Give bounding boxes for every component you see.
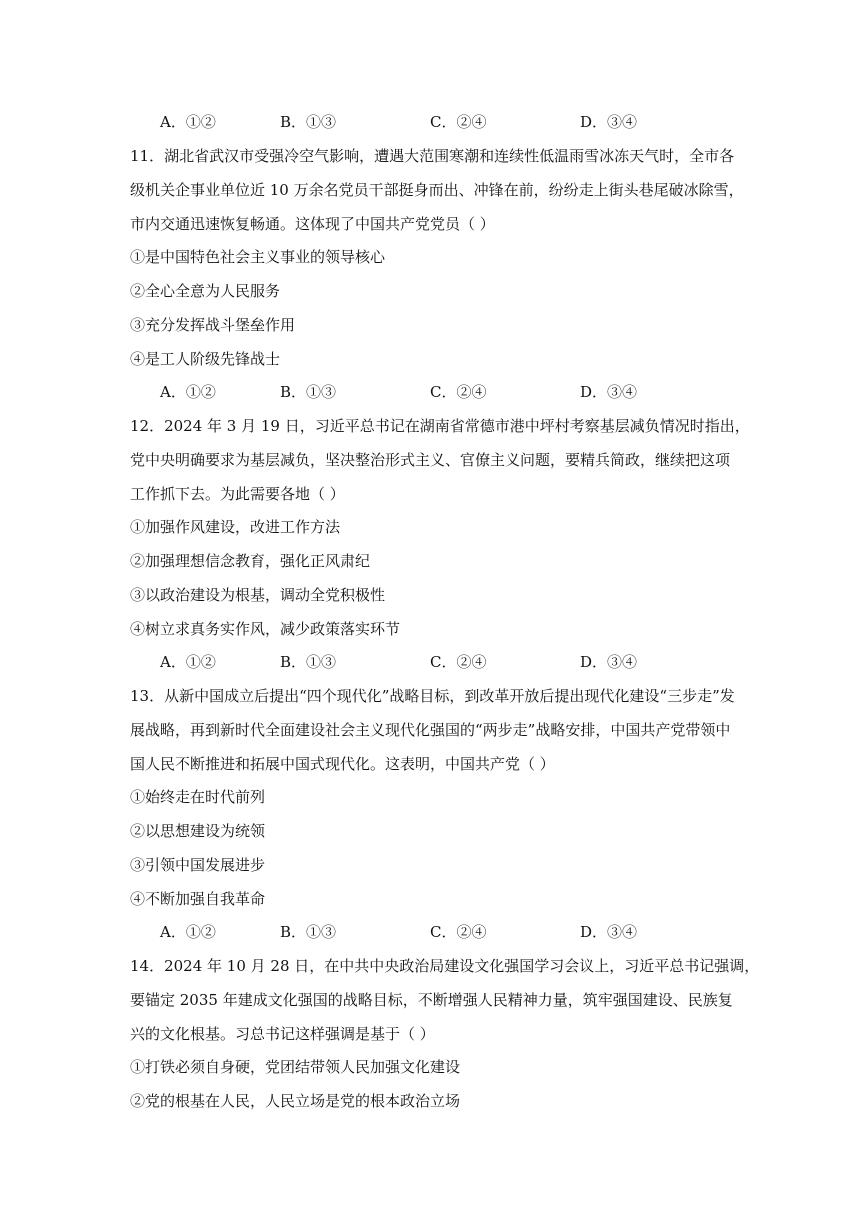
choice-b: B．①③: [280, 653, 337, 671]
question-11-stem-line: 市内交通迅速恢复畅通。这体现了中国共产党党员（ ）: [130, 215, 495, 233]
question-12-stem-line: 12．2024 年 3 月 19 日，习近平总书记在湖南省常德市港中坪村考察基层减负情况时指出，: [130, 417, 750, 435]
choice-a: A．①②: [160, 923, 216, 941]
choice-a: A．①②: [160, 653, 216, 671]
choice-a: A．①②: [160, 113, 216, 131]
question-12-option: ②加强理想信念教育，强化正风肃纪: [130, 552, 371, 570]
question-13-stem-line: 国人民不断推进和拓展中国式现代化。这表明，中国共产党（ ）: [130, 755, 555, 773]
question-12-option: ③以政治建设为根基，调动全党积极性: [130, 586, 386, 604]
question-11-stem-line: 级机关企事业单位近 10 万余名党员干部挺身而出、冲锋在前，纷纷走上街头巷尾破冰除雪，: [130, 181, 744, 199]
question-13-option: ①始终走在时代前列: [130, 788, 266, 806]
question-12-option: ④树立求真务实作风，减少政策落实环节: [130, 620, 401, 638]
question-14-stem-line: 兴的文化根基。习总书记这样强调是基于（ ）: [130, 1025, 435, 1043]
answer-choices-q10: [160, 112, 660, 132]
question-12-stem-line: 工作抓下去。为此需要各地（ ）: [130, 485, 345, 503]
answer-choices-q13: [160, 922, 660, 942]
choice-d: D．③④: [580, 113, 638, 131]
question-11-option: ③充分发挥战斗堡垒作用: [130, 316, 296, 334]
choice-d: D．③④: [580, 383, 638, 401]
question-11-option: ④是工人阶级先锋战士: [130, 350, 281, 368]
question-11-option: ①是中国特色社会主义事业的领导核心: [130, 248, 386, 266]
choice-d: D．③④: [580, 653, 638, 671]
question-14-option: ①打铁必须自身硬，党团结带领人民加强文化建设: [130, 1058, 461, 1076]
choice-b: B．①③: [280, 113, 337, 131]
question-14-option: ②党的根基在人民，人民立场是党的根本政治立场: [130, 1092, 461, 1110]
question-13-stem-line: 13．从新中国成立后提出“四个现代化”战略目标，到改革开放后提出现代化建设“三步走”发: [130, 687, 735, 705]
answer-choices-q11: [160, 382, 660, 402]
choice-c: C．②④: [430, 653, 487, 671]
question-12-stem-line: 党中央明确要求为基层减负，坚决整治形式主义、官僚主义问题，要精兵简政，继续把这项: [130, 451, 731, 469]
question-13-option: ④不断加强自我革命: [130, 890, 266, 908]
question-14-stem-line: 要锚定 2035 年建成文化强国的战略目标，不断增强人民精神力量，筑牢强国建设、民族复: [130, 991, 733, 1009]
question-14-stem-line: 14．2024 年 10 月 28 日，在中共中央政治局建设文化强国学习会议上，习近平总书记强调，: [130, 957, 760, 975]
choice-a: A．①②: [160, 383, 216, 401]
question-13-option: ②以思想建设为统领: [130, 822, 266, 840]
choice-b: B．①③: [280, 923, 337, 941]
answer-choices-q12: [160, 652, 660, 672]
question-12-option: ①加强作风建设，改进工作方法: [130, 518, 341, 536]
question-13-option: ③引领中国发展进步: [130, 856, 266, 874]
choice-c: C．②④: [430, 923, 487, 941]
choice-b: B．①③: [280, 383, 337, 401]
question-11-option: ②全心全意为人民服务: [130, 282, 281, 300]
choice-d: D．③④: [580, 923, 638, 941]
choice-c: C．②④: [430, 113, 487, 131]
choice-c: C．②④: [430, 383, 487, 401]
question-13-stem-line: 展战略，再到新时代全面建设社会主义现代化强国的“两步走”战略安排，中国共产党带领中: [130, 721, 731, 739]
question-11-stem-line: 11．湖北省武汉市受强冷空气影响，遭遇大范围寒潮和连续性低温雨雪冰冻天气时，全市各: [130, 147, 735, 165]
